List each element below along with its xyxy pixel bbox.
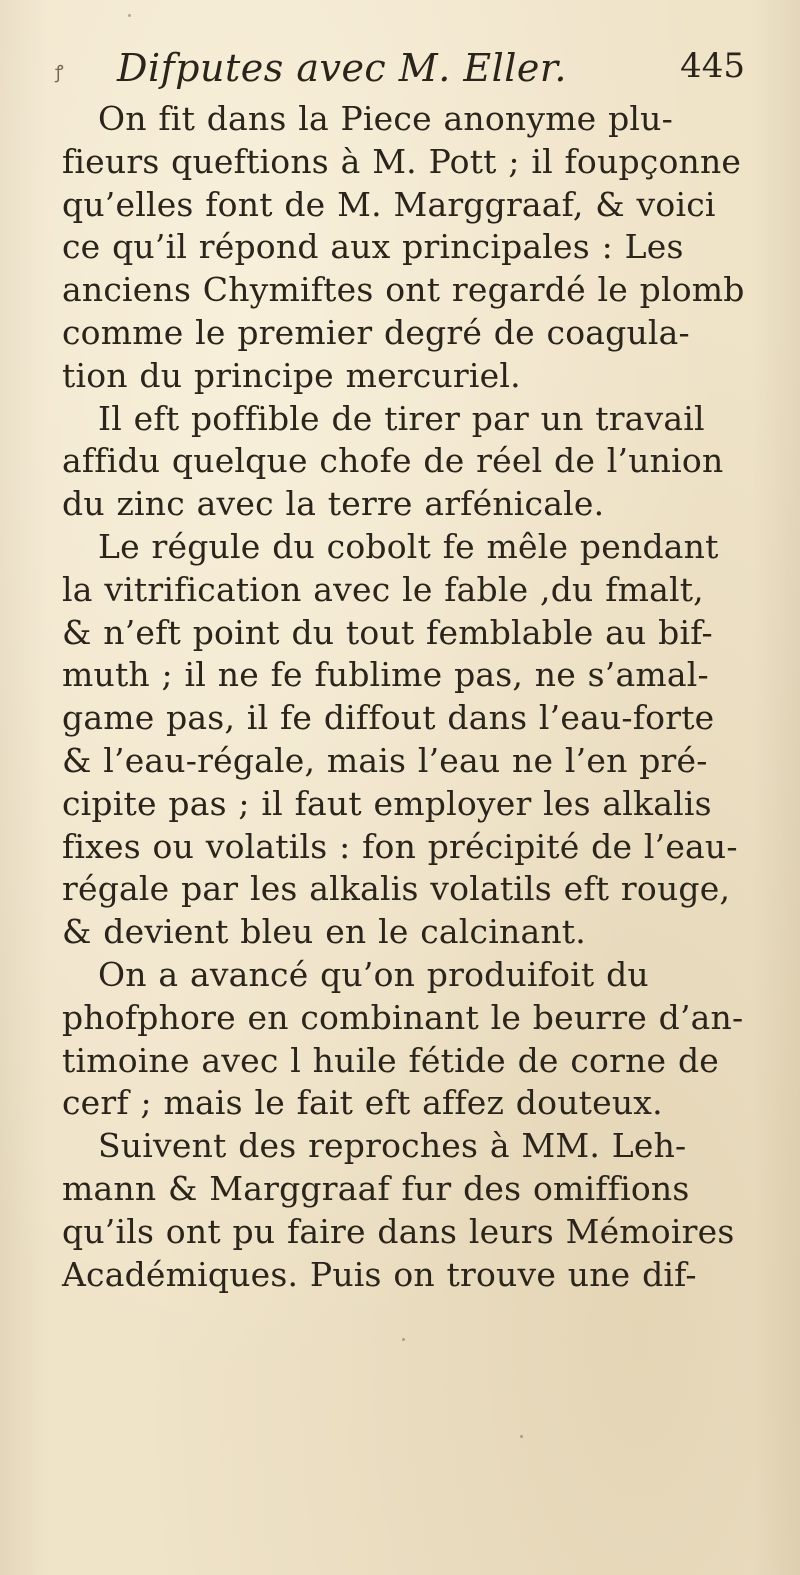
text-line: & l’eau-régale, mais l’eau ne l’en pré- (62, 740, 708, 780)
running-title: Difputes avec M. Eller. (117, 46, 567, 90)
paper-speck (605, 1230, 608, 1233)
text-line: Il eft poffible de tirer par un travail (98, 398, 705, 438)
text-line: la vitrification avec le fable ,du fmalt, (62, 569, 704, 609)
text-line: On fit dans la Piece anonyme plu- (98, 99, 673, 138)
text-line: du zinc avec la terre arfénicale. (62, 484, 605, 524)
text-line: régale par les alkalis volatils eft rouge, (62, 869, 731, 909)
text-line: Académiques. Puis on trouve une dif- (62, 1254, 697, 1294)
text-line: mann & Marggraaf fur des omiffions (62, 1168, 690, 1208)
text-line: cipite pas ; il faut employer les alkalis (62, 783, 712, 823)
text-line: game pas, il fe diffout dans l’eau-forte (62, 698, 715, 738)
paper-speck (402, 1338, 405, 1341)
text-line: affidu quelque chofe de réel de l’union (62, 441, 724, 481)
text-line: comme le premier degré de coagula- (62, 312, 690, 352)
text-line: cerf ; mais le fait eft affez douteux. (62, 1083, 663, 1123)
text-line: tion du principe mercuriel. (62, 355, 521, 395)
text-line: timoine avec l huile fétide de corne de (62, 1040, 719, 1080)
printer-mark: ꝭ (55, 62, 64, 83)
text-line: fixes ou volatils : fon précipité de l’eau- (62, 826, 738, 866)
paper-speck (520, 1435, 523, 1438)
text-line: phofphore en combinant le beurre d’an- (62, 997, 744, 1037)
running-head (55, 46, 745, 96)
text-line: On a avancé qu’on produifoit du (98, 954, 649, 994)
page-number: 445 (680, 46, 745, 86)
text-line: ce qu’il répond aux principales : Les (62, 227, 684, 267)
text-line: anciens Chymiftes ont regardé le plomb (62, 270, 745, 310)
text-line: Le régule du cobolt fe mêle pendant (98, 526, 719, 566)
text-line: Suivent des reproches à MM. Leh- (98, 1126, 687, 1166)
text-line: & n’eft point du tout femblable au bif- (62, 612, 713, 652)
text-line: muth ; il ne fe fublime pas, ne s’amal- (62, 655, 709, 695)
body-text (62, 98, 745, 1296)
text-line: qu’elles font de M. Marggraaf, & voici (62, 184, 716, 224)
paper-speck (128, 14, 131, 17)
text-line: & devient bleu en le calcinant. (62, 912, 586, 952)
text-line: qu’ils ont pu faire dans leurs Mémoires (62, 1211, 735, 1251)
text-line: fieurs queftions à M. Pott ; il foupçonne (62, 141, 742, 181)
